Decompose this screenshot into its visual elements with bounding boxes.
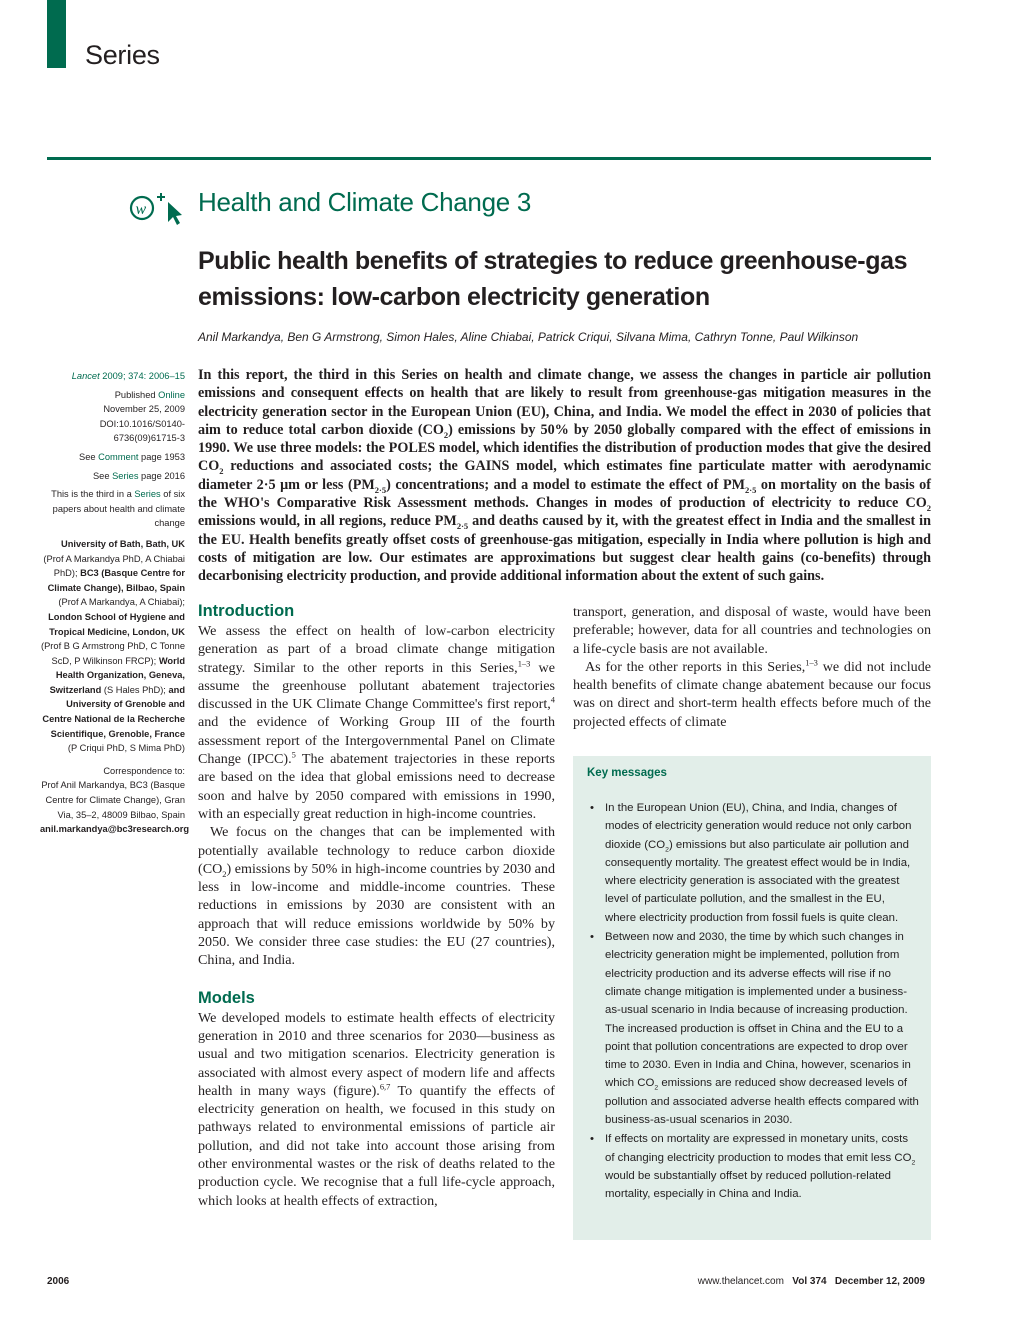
intro-paragraph-2: We focus on the changes that can be implemented with potentially available technology to reduce carbon dioxide $(CO_2)$ emissions by 50% in high-income countries by 2030 and less in low-income and middle-income countries. These reductions in emissions by 2030 are consistent with an approach that will reduce emissions worldwide by 50% by 2050. We consider three case studies: the EU (27 countries), China, and India. [198,824,555,969]
affiliations: University of Bath, Bath, UK (Prof A Markandya PhD, A Chiabai PhD); BC3 (Basque Centre for Climate Change), Bilbao, Spain (Prof A Markandya, A Chiabai); London School of Hygiene and Tropical Medicine, London, UK (Prof B G Armstrong PhD, C Tonne ScD, P Wilkinson FRCP); World Health Organization, Geneva, Switzerland (S Hales PhD); and University of Grenoble and Centre National de la Recherche Scientifique, Grenoble, France (P Criqui PhD, S Mima PhD) [41,538,185,754]
series-paragraph: As for the other reports in this Series,$^{1-3}$ we did not include health benefits of climate change abatement because our focus was on direct and short-term health effects before much of the projected effects of climate [573,657,931,730]
citation: Lancet 2009; 374: 2006–15 [71,371,185,381]
key-messages-list [587,799,919,1204]
header-rule [47,157,931,160]
correspondence: Correspondence to: Prof Anil Markandya, BC3 (Basque Centre for Climate Change), Gran Via, 35–2, 48009 Bilbao, Spain anil.markandya@bc3research.org [40,765,190,835]
continued-paragraph: transport, generation, and disposal of waste, would have been preferable; however, data for all countries and technologies on a life-cycle basis are not available. [573,604,931,657]
doi: DOI:10.1016/S0140-6736(09)61715-3 [99,418,185,444]
series-note: This is the third in a Series of six papers about health and climate change [51,489,185,529]
publication-info: Published Online November 25, 2009 DOI:10.1016/S0140-6736(09)61715-3 [99,389,185,444]
see-comment: See Comment page 1953 [79,451,185,462]
footer-journal-info: www.thelancet.com Vol 374 December 12, 2009 [697,1276,925,1287]
see-series: See Series page 2016 [92,470,185,481]
abstract: In this report, the third in this Series on health and climate change, we assess the changes in particle air pollution emissions and consequent effects on health that are likely to result from greenhouse-gas mitigation measures in the electricity generation sector in the European Union (EU), China, and India. We model the effect in 2030 of policies that aim to reduce total carbon dioxide $(CO_2)$ emissions by 50% by 2050 globally compared with the effect of emissions in 1990. We use three models: the POLES model, which identifies the distribution of production modes that give the desired $CO_2$ reductions and associated costs; the GAINS model, which estimates fine particulate matter with aerodynamic diameter 2·5 μm or less $(PM_{2\cdot 5})$ concentrations; and a model to estimate the effect of $PM_{2\cdot 5}$ on mortality on the basis of the WHO's Comparative Risk Assessment methods. Changes in modes of production of electricity to reduce $CO_2$ emissions would, in all regions, reduce $PM_{2\cdot 5}$ and deaths caused by it, with the greatest effect in India and the smallest in the EU. Health benefits greatly offset costs of greenhouse-gas mitigation, especially in India where pollution is high and costs of mitigation are low. Our estimates are approximations but suggest clear health gains (co-benefits) through decarbonising electricity production, and provide additional information about the extent of such gains. [198,367,931,585]
body-column-left [198,601,555,1210]
author-list: Anil Markandya, Ben G Armstrong, Simon Hales, Aline Chiabai, Patrick Criqui, Silvana Mima, Cathryn Tonne, Paul Wilkinson [198,330,859,344]
key-messages-title: Key messages [587,767,667,779]
key-messages-box [573,756,931,1240]
models-heading: Models [198,988,255,1007]
body-column-right [573,603,931,731]
intro-paragraph-1: We assess the effect on health of low-carbon electricity generation as part of a broad climate change mitigation strategy. Similar to the other reports in this Series,$^{1-3}$ we assume the greenhouse pollutant abatement trajectories discussed in the UK Climate Change Committee's first report,$^4$ and the evidence of Working Group III of the fourth assessment report of the Intergovernmental Panel on Climate Change (IPCC).$^5$ The abatement trajectories in these reports are based on the idea that global emissions need to decrease soon and halve by 2050 compared with emissions in 1990, with an especially great reduction in high-income countries. [198,623,555,822]
key-message-3: • If effects on mortality are expressed in monetary units, costs of changing electricity production to modes that emit less $CO_2$ would be substantially offset by reduced pollution-related mortality, especially in China and India. [587,1130,919,1203]
web-extra-cursor-icon[interactable] [128,190,184,226]
article-title: Public health benefits of strategies to reduce greenhouse-gas emissions: low-carbon electricity generation [198,247,908,311]
comment-link[interactable]: Comment [98,451,139,462]
series-label: Series [85,40,160,70]
introduction-heading: Introduction [198,602,295,620]
svg-text:w: w [135,201,147,218]
correspondence-email[interactable]: anil.markandya@bc3research.org [40,824,190,835]
series-link-2[interactable]: Series [134,489,161,500]
models-paragraph-1: We developed models to estimate health effects of electricity generation in 2010 and three scenarios for 2030—business as usual and two mitigation scenarios. Electricity generation is associated with almost every aspect of modern life and affects health in many ways (figure).$^{6,7}$ To quantify the effects of electricity generation on health, we focused in this study on pathways related to environmental emissions of particle air pollution, and did not take into account those arising from other environmental wastes or the risk of deaths related to the production cycle. We recognise that a full life-cycle approach, which looks at health effects of extraction, [198,1009,555,1209]
series-color-bar [47,0,66,68]
key-message-1: • In the European Union (EU), China, and India, changes of modes of electricity generation would reduce not only carbon dioxide $(CO_2)$ emissions but also particulate air pollution and consequently mortality. The greatest effect would be in India, where electricity generation is associated with the greatest level of particulate pollution, and the smallest in the EU, where electricity production from fossil fuels is quite clean. [587,799,919,927]
online-link[interactable]: Online [158,389,185,400]
journal-website[interactable]: www.thelancet.com [697,1276,784,1287]
section-title: Health and Climate Change 3 [198,187,531,217]
article-sidebar [40,369,190,841]
series-link[interactable]: Series [112,470,139,481]
page-number: 2006 [47,1276,70,1287]
key-message-2: • Between now and 2030, the time by which such changes in electricity generation might be implemented, pollution from electricity production and its adverse effects will rise if no climate change mitigation is implemented under a business-as-usual scenario in India because of increasing production. The increased production is offset in China and the EU to a point that pollution concentrations are expected to drop over time to 2030. Even in India and China, however, scenarios in which $CO_2$ emissions are reduced show decreased levels of pollution and associated adverse health effects compared with business-as-usual scenarios in 2030. [587,928,919,1129]
